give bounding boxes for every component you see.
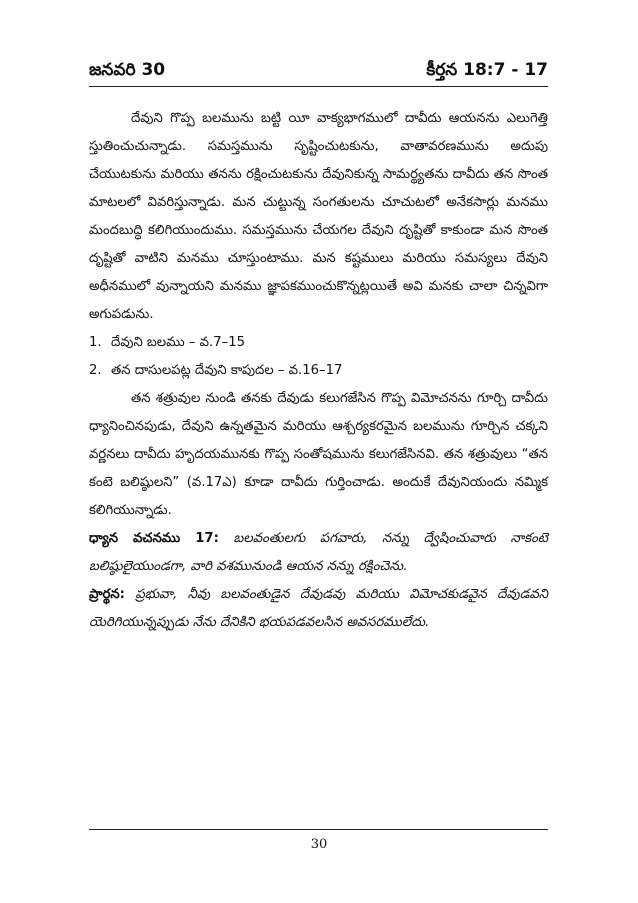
- prayer-text: ప్రభువా, నీవు బలవంతుడైన దేవుడవు మరియు విమోచకుడవైన దేవుడవని యెరిగియున్నప్పుడు నేను దేనికిని భయపడవలసిన అవసరములేదు.: [89, 587, 548, 630]
- page-header: [89, 58, 548, 88]
- meditation-verse: [89, 525, 548, 581]
- prayer: [89, 581, 548, 637]
- header-divider: [89, 86, 548, 87]
- outline-text: తన దాసులపట్ల దేవుని కాపుదల – వ.16–17: [111, 363, 343, 378]
- devotional-body: [89, 105, 548, 637]
- header-scripture-reference: కీర్తన 18:7 - 17: [426, 60, 548, 80]
- page-number: 30: [310, 837, 328, 852]
- meditation-label: ధ్యాన వచనము 17:: [89, 531, 219, 546]
- outline-number: 1.: [89, 335, 102, 350]
- outline-point-1: [89, 329, 548, 357]
- header-date: జనవరి 30: [89, 60, 166, 80]
- outline-text: దేవుని బలము – వ.7–15: [111, 335, 245, 350]
- meditation-text: బలవంతులగు పగవారు, నన్ను ద్వేషించువారు నాకంటె బలిష్ఠులైయుండగా, వారి వశమునుండి ఆయన నన్ను రక్షించెను.: [89, 531, 548, 574]
- prayer-label: ప్రార్థన:: [89, 587, 125, 602]
- footer-divider: [89, 829, 548, 830]
- outline-number: 2.: [89, 363, 102, 378]
- intro-paragraph: దేవుని గొప్ప బలమును బట్టి యీ వాక్యభాగములో దావీదు ఆయనను ఎలుగెత్తి స్తుతించుచున్నాడు. సమస్తమును సృష్టించుటకును, వాతావరణమును అదుపు చేయుటకును మరియు తనను రక్షించుటకును దేవునికున్న సామర్థ్యతను దావీదు తన సొంత మాటలలో వివరిస్తున్నాడు. మన చుట్టున్న సంగతులను చూచుటలో అనేకసార్లు మనము మందబుద్ధి కలిగియుందుము. సమస్తమును చేయగల దేవుని దృష్టితో కాకుండా మన సొంత దృష్టితో వాటిని మనము చూస్తుంటాము. మన కష్టములు మరియు సమస్యలు దేవుని అధీనములో వున్నాయని మనము జ్ఞాపకముంచుకొన్నట్లయితే అవి మనకు చాలా చిన్నవిగా అగుపడును.: [89, 111, 548, 322]
- explanation-paragraph: తన శత్రువుల నుండి తనకు దేవుడు కలుగజేసిన గొప్ప విమోచనను గూర్చి దావీదు ధ్యానించినపుడు, దేవుని ఉన్నతమైన మరియు ఆశ్చర్యకరమైన బలమును గూర్చిన చక్కని వర్ణనలు దావీదు హృదయమునకు గొప్ప సంతోషమును కలుగజేసినవి. తన శత్రువులు “తన కంటె బలిష్ఠులని” (వ.17ఎ) కూడా దావీదు గుర్తించాడు. అందుకే దేవునియందు నమ్మిక కలిగియున్నాడు.: [89, 391, 548, 518]
- outline-point-2: [89, 357, 548, 385]
